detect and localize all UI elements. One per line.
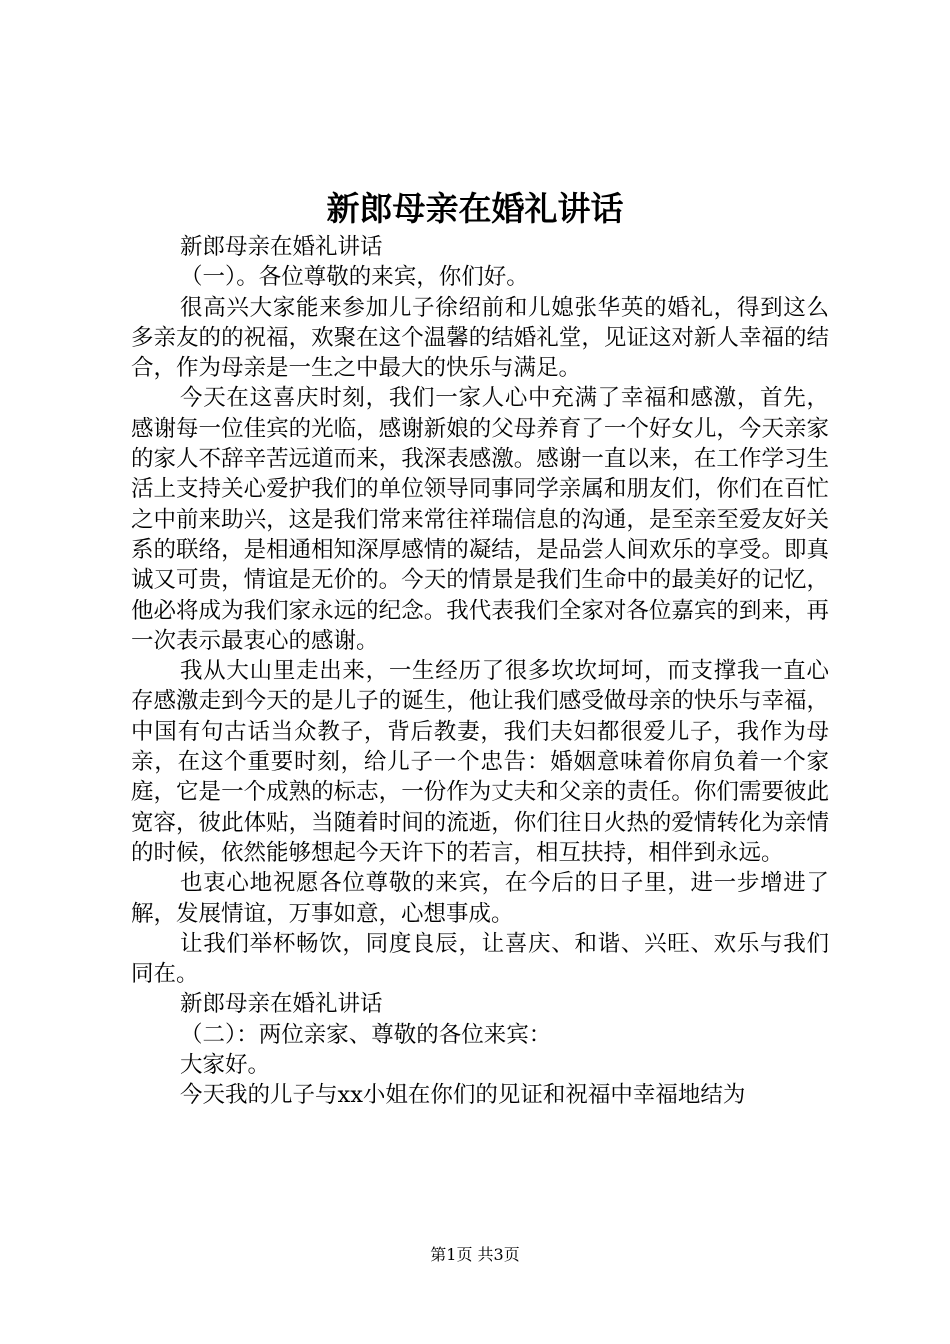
paragraph: 新郎母亲在婚礼讲话: [180, 234, 383, 260]
paragraph: 也衷心地祝愿各位尊敬的来宾，在今后的日子里，进一步增进了解，发展情谊，万事如意，心想事成。: [131, 870, 829, 927]
document-title: 新郎母亲在婚礼讲话: [326, 189, 624, 228]
paragraph: 今天在这喜庆时刻，我们一家人心中充满了幸福和感激，首先，感谢每一位佳宾的光临，感谢新娘的父母养育了一个好女儿，今天亲家的家人不辞辛苦远道而来，我深表感激。感谢一直以来，在工作学习生活上支持关心爱护我们的单位领导同事同学亲属和朋友们，你们在百忙之中前来助兴，这是我们常来常往祥瑞信息的沟通，是至亲至爱友好关系的联络，是相通相知深厚感情的凝结，是品尝人间欢乐的享受。即真诚又可贵，情谊是无价的。今天的情景是我们生命中的最美好的记忆，他必将成为我们家永远的纪念。我代表我们全家对各位嘉宾的到来，再一次表示最衷心的感谢。: [131, 385, 829, 654]
paragraph: （二）：两位亲家、尊敬的各位来宾：: [180, 1021, 552, 1048]
paragraph: （一）。各位尊敬的来宾，你们好。: [180, 264, 529, 291]
paragraph: 今天我的儿子与xx小姐在你们的见证和祝福中幸福地结为: [180, 1082, 746, 1109]
paragraph: 新郎母亲在婚礼讲话: [180, 991, 383, 1018]
paragraph: 很高兴大家能来参加儿子徐绍前和儿媳张华英的婚礼，得到这么多亲友的的祝福，欢聚在这个温馨的结婚礼堂，见证这对新人幸福的结合，作为母亲是一生之中最大的快乐与满足。: [131, 294, 829, 382]
document-body: [131, 232, 829, 1111]
page-footer: 第1页 共3页: [430, 1245, 520, 1264]
paragraph: 大家好。: [180, 1052, 271, 1079]
paragraph: 我从大山里走出来，一生经历了很多坎坎坷坷，而支撑我一直心存感激走到今天的是儿子的诞生，他让我们感受做母亲的快乐与幸福，中国有句古话当众教子，背后教妻，我们夫妇都很爱儿子，我作为母亲，在这个重要时刻，给儿子一个忠告：婚姻意味着你肩负着一个家庭，它是一个成熟的标志，一份作为丈夫和父亲的责任。你们需要彼此宽容，彼此体贴，当随着时间的流逝，你们往日火热的爱情转化为亲情的时候，依然能够想起今天许下的若言，相互扶持，相伴到永远。: [131, 658, 829, 866]
paragraph: 让我们举杯畅饮，同度良辰，让喜庆、和谐、兴旺、欢乐与我们同在。: [131, 930, 829, 988]
